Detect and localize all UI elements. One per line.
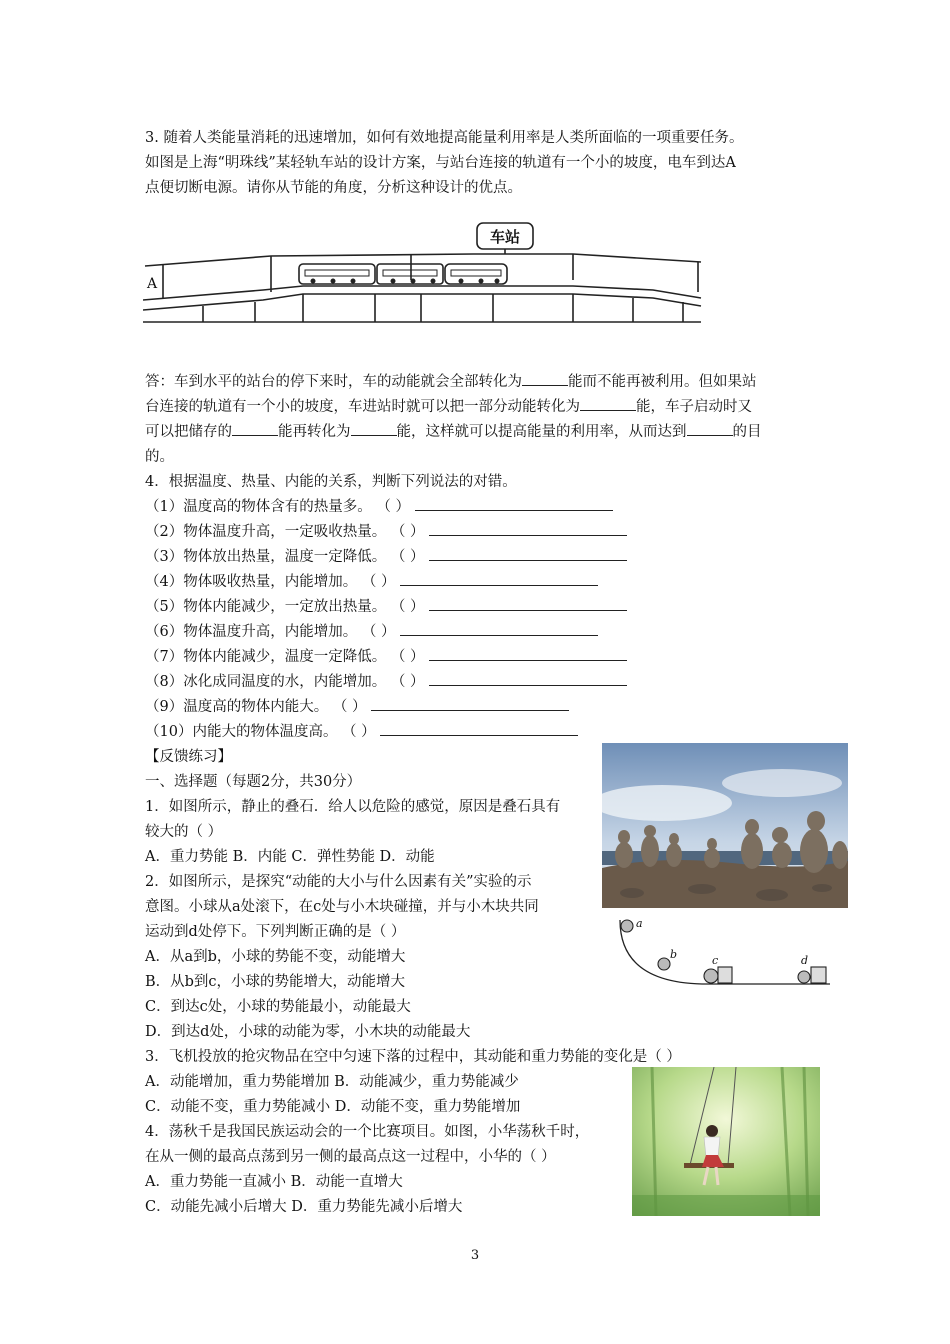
- fq4-options-ab: A．重力势能一直减小 B．动能一直增大: [145, 1174, 403, 1190]
- stacked-stones-photo: [602, 743, 848, 908]
- q4-answer-line[interactable]: [429, 596, 627, 611]
- q4-item-2: （2）物体温度升高，一定吸收热量。 （ ）: [145, 520, 627, 545]
- q4-item-10: （10）内能大的物体温度高。 （ ）: [145, 720, 578, 745]
- q4-answer-line[interactable]: [380, 721, 578, 736]
- label-d: d: [801, 954, 809, 967]
- answer-blank-3[interactable]: [232, 421, 278, 436]
- q4-item-6: （6）物体温度升高，内能增加。 （ ）: [145, 620, 598, 645]
- q4-item-9: （9）温度高的物体内能大。 （ ）: [145, 695, 569, 720]
- fq1-line-2: 较大的（ ）: [145, 824, 223, 840]
- fq2-line-1: 2．如图所示，是探究“动能的大小与什么因素有关”实验的示: [145, 874, 532, 890]
- swing-photo: [632, 1067, 820, 1216]
- q4-intro: 4．根据温度、热量、内能的关系，判断下列说法的对错。: [145, 474, 517, 490]
- point-a-label: A: [147, 276, 158, 292]
- feedback-heading: 【反馈练习】: [145, 749, 232, 765]
- q4-answer-line[interactable]: [429, 521, 627, 536]
- fq2-line-2: 意图。小球从a处滚下，在c处与小木块碰撞，并与小木块共同: [145, 899, 539, 915]
- q3-answer-line-3: 可以把储存的 能再转化为 能，这样就可以提高能量的利用率，从而达到 的目: [145, 420, 762, 445]
- fq4-options-cd: C．动能先减小后增大 D．重力势能先减小后增大: [145, 1199, 463, 1215]
- fq4-line-2: 在从一侧的最高点荡到另一侧的最高点这一过程中，小华的（ ）: [145, 1149, 556, 1165]
- fq2-option-d: D．到达d处，小球的动能为零，小木块的动能最大: [145, 1024, 471, 1040]
- fq2-option-a: A．从a到b，小球的势能不变，动能增大: [145, 949, 406, 965]
- q4-answer-line[interactable]: [400, 571, 598, 586]
- answer-blank-4[interactable]: [351, 421, 397, 436]
- fq2-line-3: 运动到d处停下。下列判断正确的是（ ）: [145, 924, 406, 940]
- fq3-options-cd: C．动能不变，重力势能减小 D．动能不变，重力势能增加: [145, 1099, 521, 1115]
- answer-blank-1[interactable]: [522, 371, 568, 386]
- label-a: a: [636, 917, 643, 930]
- q4-item-8: （8）冰化成同温度的水，内能增加。 （ ）: [145, 670, 627, 695]
- fq2-option-b: B．从b到c，小球的势能增大，动能增大: [145, 974, 406, 990]
- q3-answer-line-2: 台连接的轨道有一个小的坡度，车进站时就可以把一部分动能转化为 能，车子启动时又: [145, 395, 752, 420]
- ball-ramp-experiment-figure: [612, 912, 834, 988]
- label-b: b: [670, 948, 678, 961]
- q4-item-5: （5）物体内能减少，一定放出热量。 （ ）: [145, 595, 627, 620]
- fq3-line-1: 3．飞机投放的抢灾物品在空中匀速下落的过程中，其动能和重力势能的变化是（ ）: [145, 1049, 681, 1065]
- station-sign-label: 车站: [489, 228, 521, 246]
- q4-answer-line[interactable]: [371, 696, 569, 711]
- q4-answer-line[interactable]: [415, 496, 613, 511]
- label-c: c: [712, 954, 719, 967]
- q3-answer-line-4: 的。: [145, 449, 174, 465]
- answer-blank-2[interactable]: [580, 396, 636, 411]
- page-number: 3: [470, 1248, 480, 1263]
- section-heading: 一、选择题（每题2分，共30分）: [145, 774, 362, 790]
- fq4-line-1: 4．荡秋千是我国民族运动会的一个比赛项目。如图，小华荡秋千时，: [145, 1124, 590, 1140]
- q4-item-1: （1）温度高的物体含有的热量多。 （ ）: [145, 495, 613, 520]
- q3-line-1: 3. 随着人类能量消耗的迅速增加，如何有效地提高能量利用率是人类所面临的一项重要任务。: [145, 130, 744, 146]
- q3-line-2: 如图是上海“明珠线”某轻轨车站的设计方案，与站台连接的轨道有一个小的坡度，电车到达A: [145, 155, 736, 171]
- q3-answer-line-1: 答：车到水平的站台的停下来时，车的动能就会全部转化为 能而不能再被利用。但如果站: [145, 370, 757, 395]
- light-rail-station-figure: [143, 218, 703, 330]
- q4-item-3: （3）物体放出热量，温度一定降低。 （ ）: [145, 545, 627, 570]
- answer-blank-5[interactable]: [687, 421, 733, 436]
- q4-item-4: （4）物体吸收热量，内能增加。 （ ）: [145, 570, 598, 595]
- q4-answer-line[interactable]: [400, 621, 598, 636]
- q4-answer-line[interactable]: [429, 546, 627, 561]
- fq1-line-1: 1．如图所示，静止的叠石．给人以危险的感觉，原因是叠石具有: [145, 799, 561, 815]
- fq1-options: A．重力势能 B．内能 C．弹性势能 D．动能: [145, 849, 435, 865]
- q4-answer-line[interactable]: [429, 671, 627, 686]
- fq3-options-ab: A．动能增加，重力势能增加 B．动能减少，重力势能减少: [145, 1074, 519, 1090]
- q3-line-3: 点便切断电源。请你从节能的角度，分析这种设计的优点。: [145, 180, 522, 196]
- q4-answer-line[interactable]: [429, 646, 627, 661]
- q4-item-7: （7）物体内能减少，温度一定降低。 （ ）: [145, 645, 627, 670]
- fq2-option-c: C．到达c处，小球的势能最小，动能最大: [145, 999, 411, 1015]
